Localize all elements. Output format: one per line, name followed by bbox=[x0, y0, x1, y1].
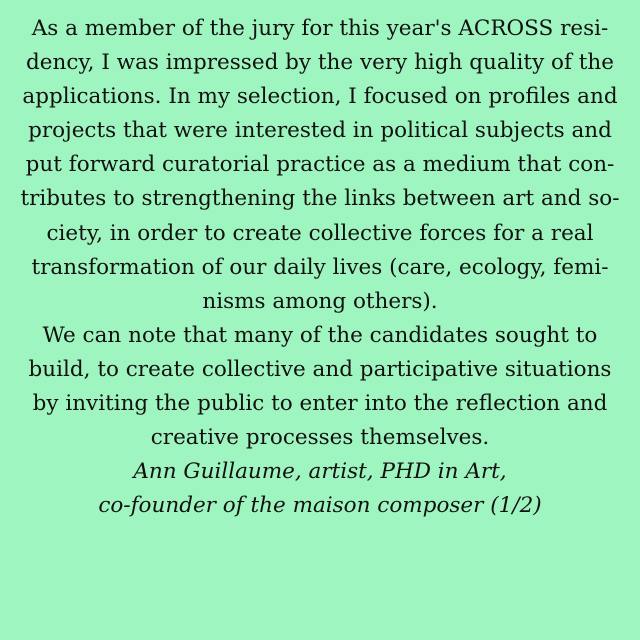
quote-line-13: creative processes themselves. bbox=[150, 425, 490, 451]
quote-line-1: As a member of the jury for this year's ACROSS resi- bbox=[31, 16, 609, 41]
quote-line-10: We can note that many of the candidates sought to bbox=[42, 322, 598, 348]
quote-text bbox=[0, 12, 640, 455]
quote-line-9: nisms among others). bbox=[202, 288, 438, 314]
quote-line-8: transformation of our daily lives (care, ecology, femi- bbox=[31, 254, 609, 280]
quote-line-6: tributes to strengthening the links between art and so- bbox=[20, 186, 620, 212]
quote-line-7: ciety, in order to create collective forces for a real bbox=[46, 220, 594, 246]
quote-line-5: put forward curatorial practice as a medium that con- bbox=[25, 152, 615, 178]
attribution-line-2: co-founder of the maison composer (1/2) bbox=[98, 493, 542, 519]
quote-line-2: dency, I was impressed by the very high quality of the bbox=[26, 50, 614, 76]
quote-line-3: applications. In my selection, I focused on profiles and bbox=[22, 84, 618, 110]
quote-line-11: build, to create collective and participative situations bbox=[28, 356, 612, 382]
attribution-line-1: Ann Guillaume, artist, PHD in Art, bbox=[133, 459, 507, 485]
quote-line-12: by inviting the public to enter into the reflection and bbox=[32, 391, 608, 417]
quote-line-4: projects that were interested in political subjects and bbox=[28, 118, 612, 144]
attribution bbox=[0, 455, 640, 523]
